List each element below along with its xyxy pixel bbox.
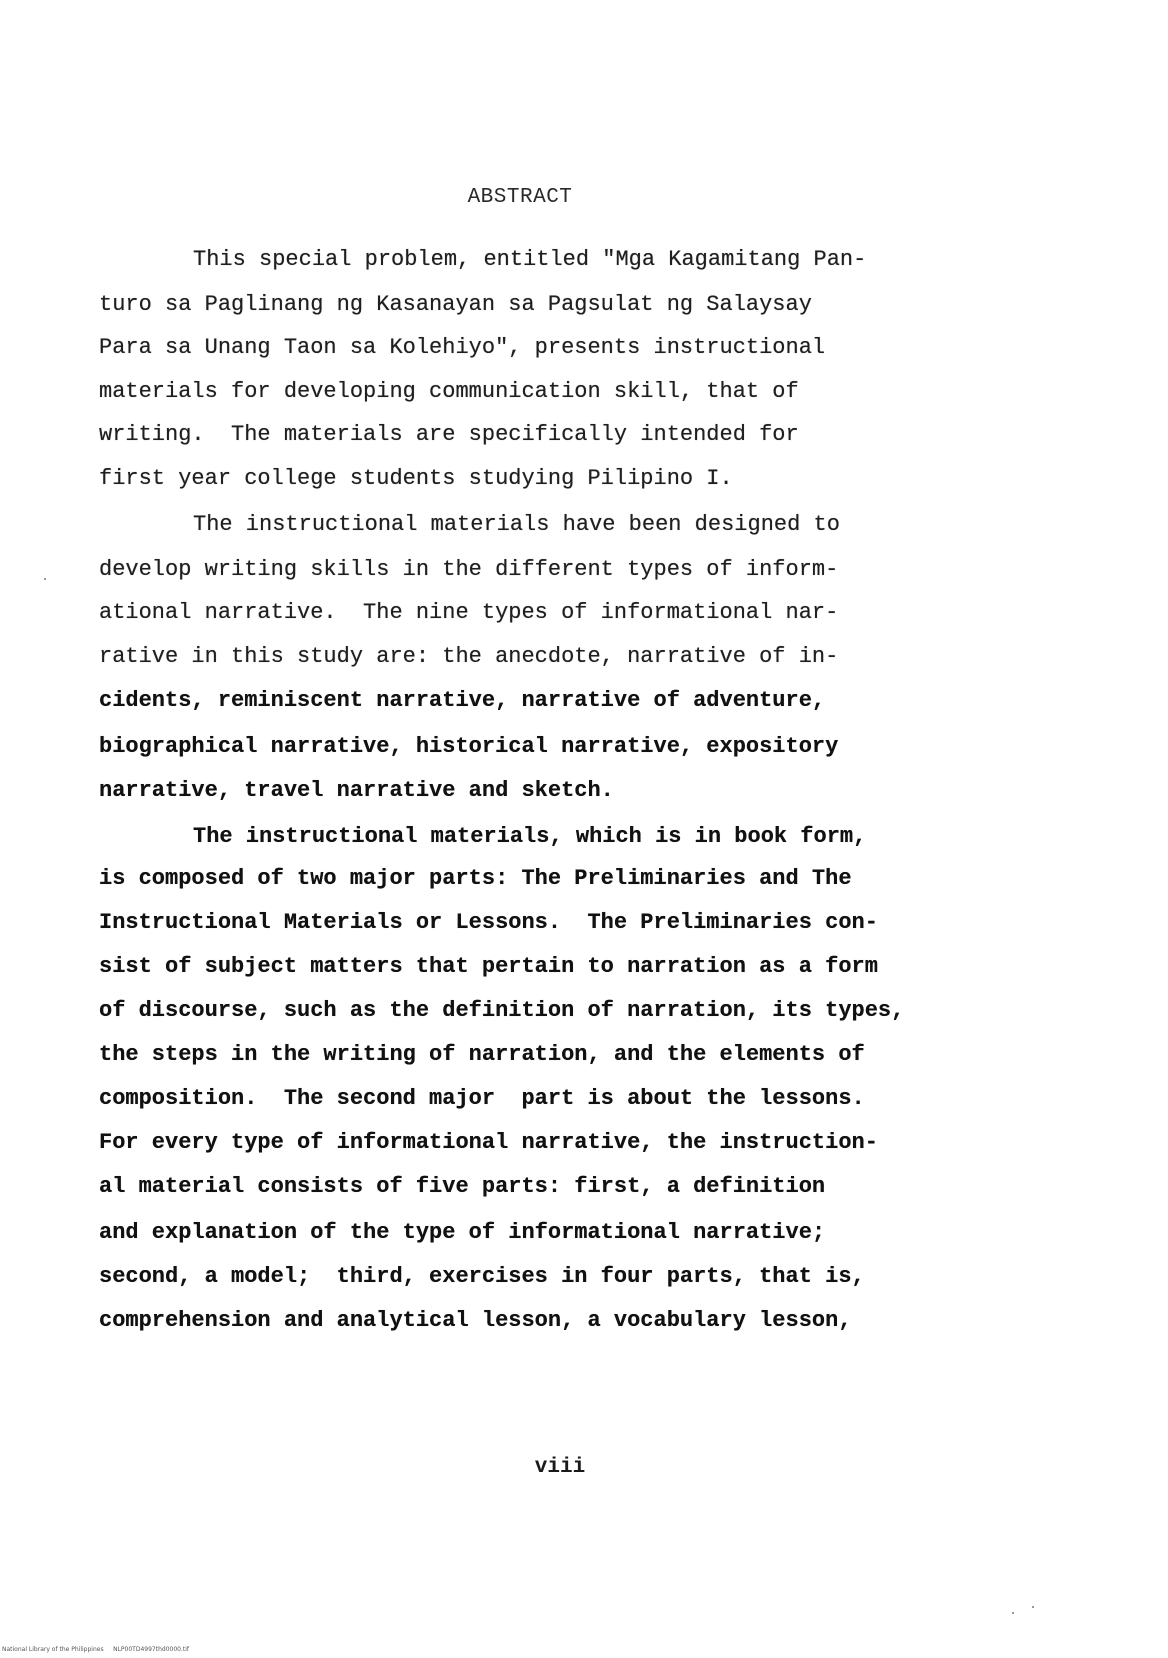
text-line: Para sa Unang Taon sa Kolehiyo", presents instructional (99, 335, 826, 360)
scan-speck (1012, 1612, 1014, 1614)
abstract-heading: ABSTRACT (467, 186, 573, 209)
text-line: Instructional Materials or Lessons. The Preliminaries con- (99, 910, 878, 935)
text-line: turo sa Paglinang ng Kasanayan sa Pagsulat ng Salaysay (99, 292, 812, 317)
text-line: writing. The materials are specifically intended for (99, 422, 799, 447)
text-line: of discourse, such as the definition of narration, its types, (99, 998, 905, 1023)
archive-footer-stamp: National Library of the Philippines NLP00TD4997thd0000.tif (2, 1646, 190, 1653)
page-number: viii (534, 1456, 586, 1479)
text-line: ational narrative. The nine types of informational nar- (99, 600, 839, 625)
text-line: The instructional materials have been designed to (193, 512, 840, 537)
text-line: narrative, travel narrative and sketch. (99, 778, 614, 803)
scan-speck (44, 578, 46, 580)
text-line: The instructional materials, which is in book form, (193, 824, 867, 849)
text-line: For every type of informational narrative, the instruction- (99, 1130, 878, 1155)
text-line: cidents, reminiscent narrative, narrative of adventure, (99, 688, 826, 713)
text-line: the steps in the writing of narration, and the elements of (99, 1042, 865, 1067)
text-line: rative in this study are: the anecdote, narrative of in- (99, 644, 839, 669)
text-line: second, a model; third, exercises in four parts, that is, (99, 1264, 865, 1289)
text-line: comprehension and analytical lesson, a vocabulary lesson, (99, 1308, 852, 1333)
text-line: biographical narrative, historical narrative, expository (99, 734, 839, 759)
text-line: materials for developing communication skill, that of (99, 379, 799, 404)
text-line: composition. The second major part is about the lessons. (99, 1086, 865, 1111)
text-line: al material consists of five parts: first, a definition (99, 1174, 826, 1199)
text-line: is composed of two major parts: The Preliminaries and The (99, 866, 852, 891)
text-line: and explanation of the type of informational narrative; (99, 1220, 826, 1245)
scan-speck (1032, 1606, 1034, 1608)
text-line: first year college students studying Pilipino I. (99, 466, 733, 491)
text-line: This special problem, entitled "Mga Kagamitang Pan- (193, 247, 867, 272)
text-line: develop writing skills in the different types of inform- (99, 557, 839, 582)
text-line: sist of subject matters that pertain to narration as a form (99, 954, 878, 979)
